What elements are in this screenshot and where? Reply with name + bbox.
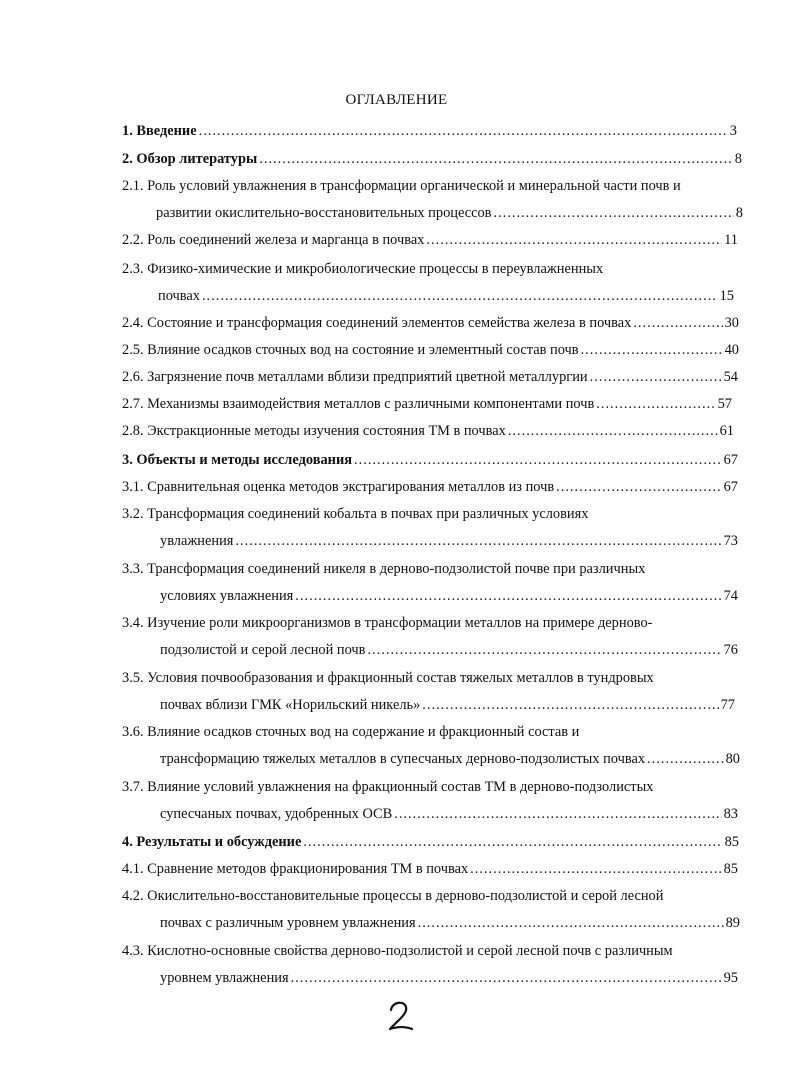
- page-title: ОГЛАВЛЕНИЕ: [345, 92, 448, 108]
- toc-leader: [470, 860, 721, 878]
- toc-entry-title: 1. Введение: [122, 123, 197, 139]
- toc-entry-title: 3.1. Сравнительная оценка методов экстрагирования металлов из почв: [122, 479, 555, 495]
- toc-page: 30: [724, 315, 739, 331]
- toc-page: 95: [723, 970, 738, 986]
- toc-entry-3-6-line1: 3.6. Влияние осадков сточных вод на содержание и фракционный состав и: [122, 724, 580, 740]
- toc-page: 85: [723, 861, 738, 877]
- toc-page: 80: [725, 751, 740, 767]
- toc-leader: [199, 122, 728, 140]
- toc-page: 76: [723, 642, 738, 658]
- toc-page: 67: [723, 452, 738, 468]
- toc-entry-2-1-line1: 2.1. Роль условий увлажнения в трансформации органической и минеральной части почв и: [122, 178, 681, 194]
- toc-page: 3: [729, 123, 737, 139]
- toc-page: 85: [724, 834, 739, 850]
- toc-entry-title: 4. Результаты и обсуждение: [122, 834, 302, 850]
- toc-entry-2-7: [122, 395, 732, 413]
- toc-page: 74: [723, 588, 738, 604]
- toc-entry-3-3-line1: 3.3. Трансформация соединений никеля в дерново-подзолистой почве при различных: [122, 561, 646, 577]
- toc-page: 8: [735, 205, 743, 221]
- toc-leader: [235, 532, 721, 550]
- toc-leader: [493, 204, 733, 222]
- toc-entry-title: 3. Объекты и методы исследования: [122, 452, 353, 468]
- toc-page: 57: [717, 396, 732, 412]
- toc-leader: [590, 368, 722, 386]
- toc-entry-4-3-line1: 4.3. Кислотно-основные свойства дерново-подзолистой и серой лесной почв с различным: [122, 943, 673, 959]
- toc-page: 11: [724, 232, 738, 248]
- toc-leader: [418, 914, 724, 932]
- toc-page: 89: [725, 915, 740, 931]
- toc-entry-2: [122, 150, 742, 168]
- toc-leader: [556, 478, 721, 496]
- toc-entry-3-3-line2: [160, 587, 738, 605]
- toc-entry-2-1-line2: [156, 204, 743, 222]
- toc-leader: [291, 969, 722, 987]
- handwritten-page-number: [382, 996, 422, 1036]
- toc-entry-2-2: [122, 231, 738, 249]
- toc-entry-title: 4.1. Сравнение методов фракционирования ТМ в почвах: [122, 861, 469, 877]
- toc-entry-title: подзолистой и серой лесной почв: [160, 642, 366, 658]
- toc-entry-3-2-line1: 3.2. Трансформация соединений кобальта в почвах при различных условиях: [122, 506, 589, 522]
- toc-leader: [596, 395, 715, 413]
- toc-entry-4-2-line2: [160, 914, 740, 932]
- toc-entry-title: почвах: [158, 288, 200, 304]
- toc-entry-2-3-line1: 2.3. Физико-химические и микробиологические процессы в переувлажненных: [122, 261, 604, 277]
- toc-entry-4-2-line1: 4.2. Окислительно-восстановительные процессы в дерново-подзолистой и серой лесной: [122, 888, 664, 904]
- toc-leader: [426, 231, 722, 249]
- toc-entry-3-7-line1: 3.7. Влияние условий увлажнения на фракционный состав ТМ в дерново-подзолистых: [122, 779, 654, 795]
- toc-page: 67: [723, 479, 738, 495]
- toc-entry-2-4: [122, 314, 739, 332]
- toc-leader: [508, 422, 718, 440]
- toc-entry-3-4-line2: [160, 641, 738, 659]
- toc-entry-title: 2.6. Загрязнение почв металлами вблизи предприятий цветной металлургии: [122, 369, 588, 385]
- toc-leader: [259, 150, 733, 168]
- toc-leader: [633, 314, 722, 332]
- toc-entry-title: увлажнения: [160, 533, 234, 549]
- toc-page: 73: [723, 533, 738, 549]
- toc-page: 15: [719, 288, 734, 304]
- toc-page: 8: [734, 151, 742, 167]
- toc-leader: [581, 341, 723, 359]
- toc-entry-3-1: [122, 478, 738, 496]
- toc-entry-title: условиях увлажнения: [160, 588, 294, 604]
- toc-page: 40: [724, 342, 739, 358]
- toc-entry-3-6-line2: [160, 750, 740, 768]
- toc-leader: [295, 587, 721, 605]
- toc-entry-title: 2.4. Состояние и трансформация соединений элементов семейства железа в почвах: [122, 315, 632, 331]
- toc-leader: [202, 287, 718, 305]
- toc-leader: [647, 750, 724, 768]
- toc-entry-2-6: [122, 368, 738, 386]
- toc-page: 61: [719, 423, 734, 439]
- toc-entry-3-5-line2: [160, 696, 735, 714]
- toc-leader: [367, 641, 721, 659]
- toc-entry-3-7-line2: [160, 805, 738, 823]
- toc-entry-title: 2.2. Роль соединений железа и марганца в почвах: [122, 232, 425, 248]
- toc-entry-2-3-line2: [158, 287, 734, 305]
- toc-entry-title: развитии окислительно-восстановительных процессов: [156, 205, 492, 221]
- toc-entry-4: [122, 833, 739, 851]
- toc-entry-title: почвах с различным уровнем увлажнения: [160, 915, 416, 931]
- toc-leader: [394, 805, 721, 823]
- toc-entry-4-1: [122, 860, 738, 878]
- toc-entry-title: почвах вблизи ГМК «Норильский никель»: [160, 697, 421, 713]
- toc-entry-title: супесчаных почвах, удобренных ОСВ: [160, 806, 393, 822]
- toc-entry-3-4-line1: 3.4. Изучение роли микроорганизмов в трансформации металлов на примере дерново-: [122, 615, 653, 631]
- toc-entry-2-8: [122, 422, 734, 440]
- toc-leader: [303, 833, 722, 851]
- toc-leader: [422, 696, 718, 714]
- toc-entry-title: 2.5. Влияние осадков сточных вод на состояние и элементный состав почв: [122, 342, 579, 358]
- toc-entry-title: 2.8. Экстракционные методы изучения состояния ТМ в почвах: [122, 423, 506, 439]
- toc-page: 54: [723, 369, 738, 385]
- toc-entry-title: 2.7. Механизмы взаимодействия металлов с различными компонентами почв: [122, 396, 595, 412]
- toc-entry-1: [122, 122, 737, 140]
- toc-page: 83: [723, 806, 738, 822]
- toc-leader: [354, 451, 722, 469]
- toc-entry-title: уровнем увлажнения: [160, 970, 289, 986]
- toc-entry-4-3-line2: [160, 969, 738, 987]
- toc-entry-title: 2. Обзор литературы: [122, 151, 258, 167]
- toc-entry-3-2-line2: [160, 532, 738, 550]
- toc-entry-3: [122, 451, 738, 469]
- toc-page: 77: [720, 697, 735, 713]
- toc-entry-3-5-line1: 3.5. Условия почвообразования и фракционный состав тяжелых металлов в тундровых: [122, 670, 654, 686]
- toc-entry-2-5: [122, 341, 739, 359]
- toc-entry-title: трансформацию тяжелых металлов в супесчаных дерново-подзолистых почвах: [160, 751, 646, 767]
